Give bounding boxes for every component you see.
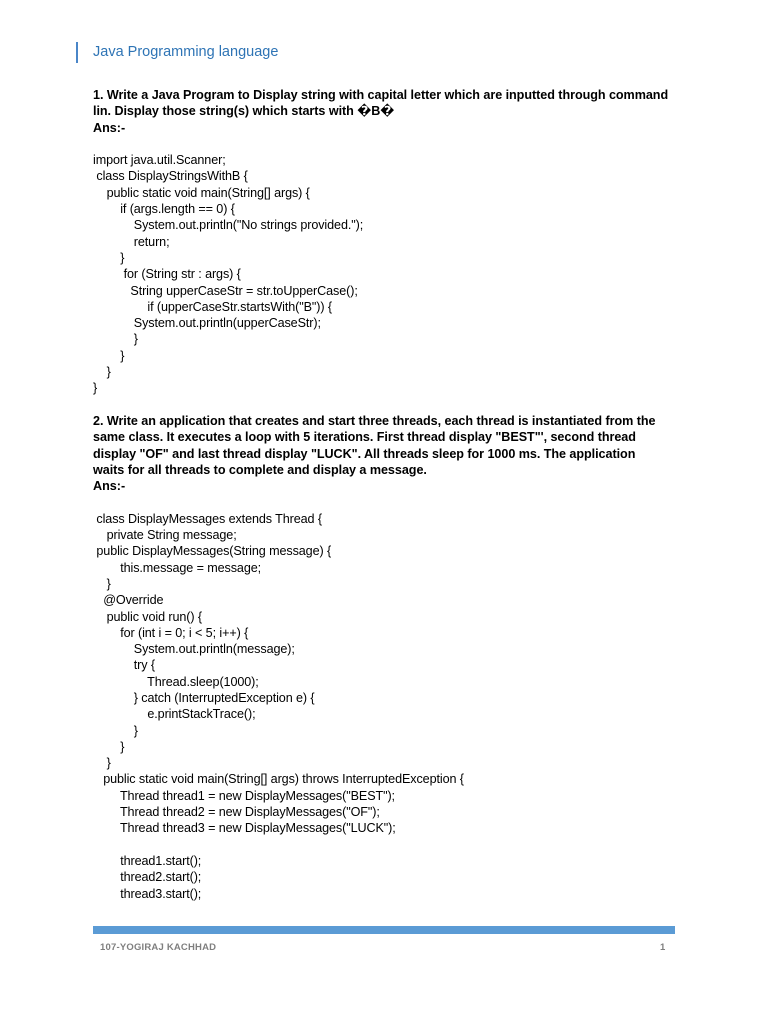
- question-line: waits for all threads to complete and display a message.: [93, 462, 427, 477]
- question-line: 1. Write a Java Program to Display string with capital letter which are inputted through command: [93, 88, 669, 102]
- footer-author: 107-YOGIRAJ KACHHAD: [100, 942, 217, 953]
- question-line: display "OF" and last thread display "LUCK". All threads sleep for 1000 ms. The application: [93, 446, 636, 461]
- question-1: [93, 87, 683, 413]
- header-title: Java Programming language: [93, 44, 279, 60]
- footer-divider-bar: [93, 926, 675, 934]
- page-header: [76, 42, 278, 63]
- question-2: [93, 413, 683, 902]
- answer-label: Ans:-: [93, 120, 126, 135]
- code-block: class DisplayMessages extends Thread { private String message; public DisplayMessages(String message) { this.message = message; } @Override public void run() { for (int i = 0; i < 5; i++) { System.out.println(message); try { Thread.sleep(1000); } catch (InterruptedException e) { e.printStackTrace(); } } } public static void main(String[] args) throws InterruptedException { Thread thread1 = new DisplayMessages("BEST"); Thread thread2 = new DisplayMessages("OF"); Thread thread3 = new DisplayMessages("LUCK"); thread1.start(); thread2.start(); thread3.start();: [96, 511, 464, 901]
- question-line: same class. It executes a loop with 5 iterations. First thread display "BEST"', second thread: [93, 430, 636, 445]
- answer-label: Ans:-: [93, 479, 126, 494]
- question-line: 2. Write an application that creates and start three threads, each thread is instantiated from the: [93, 413, 656, 428]
- question-line: lin. Display those string(s) which starts with �B�: [93, 104, 395, 119]
- page-number: 1: [660, 942, 666, 953]
- code-block: import java.util.Scanner; class DisplayStringsWithB { public static void main(String[] args) { if (args.length == 0) { System.out.println("No strings provided."); return; } for (String str : args) { String upperCaseStr = str.toUpperCase(); if (upperCaseStr.startsWith("B")) { System.out.println(upperCaseStr); } } } }: [93, 153, 364, 396]
- document-body: [93, 87, 683, 902]
